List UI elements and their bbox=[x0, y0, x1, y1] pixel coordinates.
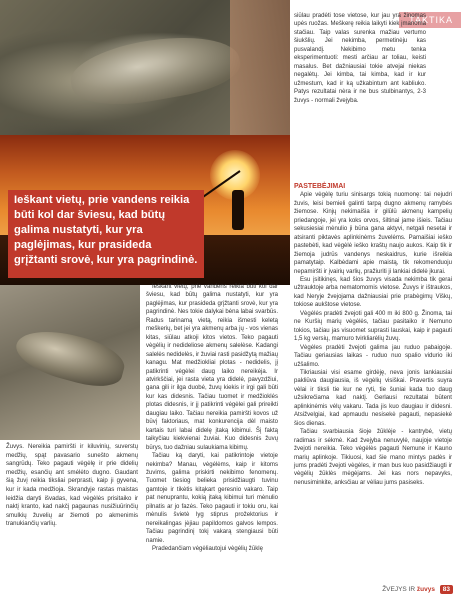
paragraph: Tikriausiai visi esame girdėję, neva jonis lankiausiai pakliūva daugiausia, iš vėgėlių visiškai. Pravertis suyra vėlai ir tiksli tie kur ne ryti, tie šuniai kada tuo daug užsikrečiama kad naktį. Gerlausi rezultatai būtent aplinkinėmis vėlų vakaru. Tada jis kuo daugiau ir didesni. Atsižvelgiai, kad apmaudu nesisekė pagauti, nepasiekė šios dienas. bbox=[294, 369, 452, 427]
paragraph: Apie vėgėlę turiu sinisargs tokią nuomonę: tai nejudri žuvis, leisi bemieli galinti tarpą dugno akmenų ramybės žiemose. Kinjų nekimaišia ir gilūlū akmenų kampelių priedangoje, jei yra koks orvos, šiltinai jame išieis. Tačiau sekusiesiai mėnulio ji būna gana aktyvi, netgali nesetai ir atsiranti piktavės aplinkinėms žuvelėms. Pamaišiai ieško pastebėti, kad vėgėlė ieško kraštų naujo aukos. Kaip tik ir žiemoja judrūs vandenys neskaidrus, kurie išreikia pamatytaip. Kalbėdami apie maistą, tik rekomenduoju nepamiršti ir įvairių varlių, pražiuriti ji lankiai didelė įkurai. bbox=[294, 192, 452, 275]
photo-caption: Žuvys. Nereikia pamiršti ir kiluvinių, suverstų medžių, spąt pavasario sunešto akmenų sangrūdų. Teko pagauti vėgėlę ir prie didelių medžių, esančių ant smėlėto dugno. Gaudant šią žuvį reikia tiksliai perprasti, kaip ji gyvena, kur ir kada medžioja. Skrandyje rastas maistas leidžia daryti išvadas, kad vėgėlės prisitaiko ir naktį kranto, kad nakčį pagaunas nusižiuūrinčių smulkių žuvelių ar žiemoti po akmenimis tranukiančių varlių. bbox=[6, 443, 138, 528]
paragraph: Tačiau ką daryti, kai patikrintoje vietoje nekimba? Manau, vėgėlėms, kaip ir kitoms žuvims, galima priskirti nekibimo fenomenų. Tuomet tiesiog belieka prisidžiaugti tuvinu gamtoje ir tikėtis kitąkart geresnio vakaro. Taip pat nenuprantu, kokią įtaką kibimui turi mėnulio pilnatis ar jo fazės. Teko pagauti ir tokiu oru, kai mėnulis švietė lyg stiprus prožektorius ir nereikalingas įėjiau papildomos galvos lempos. Tačiau pagrindinį tokį vakarą stengiausi būti namie. bbox=[146, 453, 278, 544]
pull-quote: Ieškant vietų, prie vandens reikia būti kol dar šviesu, kad būtų galima nustatyti, kur yra paglėjimas, kur prasideda grįžtanti srovė, kur yra pagrindinė. bbox=[8, 190, 204, 278]
paragraph: Tačiau svarbiausia šioje žūklėje - kantrybė, vietų radimas ir sėkmė. Kad žvejyba nenuvylė, naujoje vietoje žvejoti nereikia. Teko vėgėlės pagauti Nemune ir Kauno marių aplinkoje. Tikiuosi, kad šie mano mintys padės ir jums pradėti žvejoti vėgėles, ir man bus kuo pasidžiaugti ir vėgėlių žūklės mėgėjams. Jei kas nors nepavyks, nenusiminkite, anksčiau ar vėliau jums pasiseks. bbox=[294, 429, 452, 486]
hand-illustration bbox=[230, 0, 290, 135]
paragraph: Esu įsitikinęs, kad šios žuvys visada nekimba tik gerai užtrauktoje arba nematomomis vietose. Žuvys ir ištraukos, kad Neryje žvejojama dažniausiai prie prabėgimų Viškų, tokiose aukštose vietose. bbox=[294, 276, 452, 309]
page-number: 83 bbox=[440, 585, 453, 594]
article-column-right-top bbox=[294, 12, 426, 105]
section-heading: PASTEBĖJIMAI bbox=[294, 183, 346, 190]
paragraph: Vėgėlės pradėti žvejoti gali 400 m iki 800 g. Žinoma, tai ne Kuršių marių vėgėlės, tačiau pasitaiko ir Nemuno tokios, tačiau jas visuomet suprasti lauskai, kaip ir pagauti 1,5 kg versių, mamuro tvirkliarėlių žuvų. bbox=[294, 310, 452, 343]
paragraph: Ieškant vietų, prie vandens reikia būti kol dar šviesu, kad būtų galima nustatyti, kur yra paglėjimas, kur prasideda grįžtanti srovė, kur yra pagrindinė. Nes tokie dalykai bėna labai svarbūs. Radus tarinamą vietą, reikia išmesti keletą meškerių, bet jei yra akmenų arba jų - vos vienas kitas, siūlau atkoji kitos vietos. Teko pagauti vėgėlių ir nedideliose akmenų salelėse. Kadangi salelės nedidelės, ir žuviai rasti pasidžytą mažiaų kanagu. Mat medžiokliai plotas - nedidelis, jį patikrinti vėgėlei daug laiko nereikėja. Ir atvirkščiai, jei rasta vieta yra didelė, pavyzdžiui, gana gili ir ilga duobė, žuvų kiekis ir irgi gali būti kur kas didesnis. Tačiau tuomet ir medžioklės plotas didesnis, ir jį patikrinti vėgėlei gali prireikti daugiau laiko. Tačiau nereikia pamiršti kovos už būvį faktoriaus, mat konkurencija dėl maisto kartais turi labai didelę įtaką kibimui. Šį faktą taikyčiau kiekvienai žuviai. Kuo didesnis žuvų būrys, tuo dažniau sulaukiama kibimų. bbox=[146, 284, 278, 451]
paragraph: siūlau pradėti tose vietose, kur jau yra žinomas upės ruožas. Meškerę reikia laikyti kiek įmanoma stačiau. Taip valas surenka mažiau vertumo šiukšlių. Jei nekimba, permetinėju kas pusvalandį. Nekibimo metu tenka eksperimentuoti: mesti arčiau ar toliau, keisti masalus. Bet dažniausiai tokie atvejai niekas negalėtų. Jei kimba, tai kimba, kad ir kur užmestum, kad ir ką užkabintum ant kabliuko. Patys rezultatai nėra ir ne bus stulbinantys, 2-3 žuvys - normali žvejyba. bbox=[294, 13, 426, 104]
footer-brand: žuvys bbox=[416, 586, 435, 593]
footer-brand-prefix: ŽVEJYS IR bbox=[382, 586, 416, 593]
article-column-middle bbox=[146, 283, 278, 554]
page-footer bbox=[382, 585, 453, 594]
section-tab: TAKTIKA bbox=[399, 12, 461, 28]
angler-silhouette bbox=[232, 190, 244, 230]
paragraph: Vėgėles pradėti žvejoti galima jau ruduo pabaigoje. Tačiau geriausias laikas - ruduo nuo spalio vidurio iki užšalimo. bbox=[294, 344, 452, 368]
paragraph: Pradedančiam vėgėliautojui vėgėlių žūklę bbox=[152, 546, 263, 553]
article-column-right bbox=[294, 183, 452, 487]
